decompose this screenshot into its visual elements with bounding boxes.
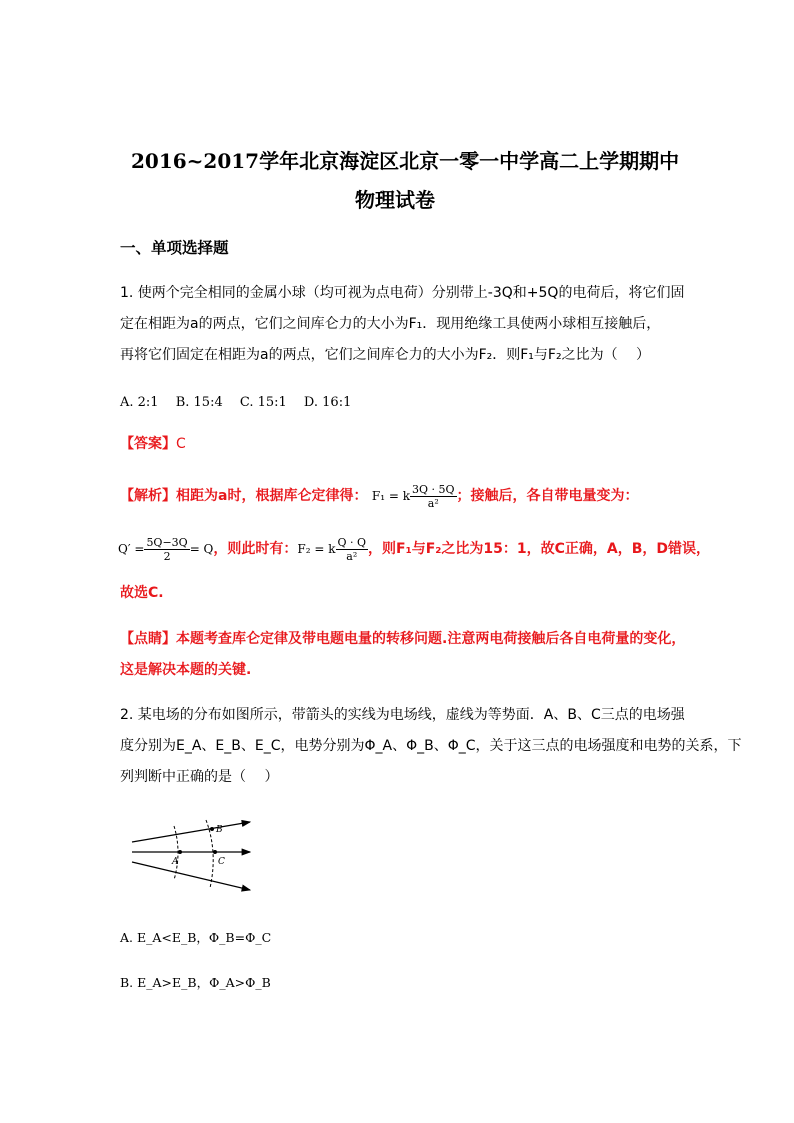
q1-analysis-line-3: 故选C. <box>120 585 164 601</box>
answer-value: C <box>176 436 186 452</box>
formula-coulomb-1 <box>371 483 457 510</box>
label-b: B <box>216 825 223 835</box>
q1-answer <box>120 433 186 453</box>
field-line-bottom <box>132 862 250 890</box>
formula3-lhs: F₂ = k <box>297 542 336 556</box>
q1-analysis-line-1 <box>120 483 639 510</box>
q1-text-line-2: 定在相距为a的两点，它们之间库仑力的大小为F₁．现用绝缘工具使两小球相互接触后， <box>120 316 661 332</box>
point-c <box>213 850 217 854</box>
formula1-fraction <box>410 483 457 510</box>
q1-tip-line-1 <box>120 628 685 648</box>
q2-text-line-3: 列判断中正确的是（ ） <box>120 769 279 785</box>
analysis-text-d: ，则F₁与F₂之比为15：1，故C正确，A，B，D错误， <box>368 541 711 557</box>
formula1-denominator: a² <box>427 497 439 510</box>
point-b <box>210 827 214 831</box>
field-line-top <box>132 822 250 842</box>
answer-label: 【答案】 <box>120 436 176 452</box>
formula2-numerator: 5Q−3Q <box>146 536 188 549</box>
q1-options: A. 2:1 B. 15:4 C. 15:1 D. 16:1 <box>120 395 352 410</box>
analysis-text-c: ，则此时有： <box>213 541 298 557</box>
point-a <box>178 850 182 854</box>
formula3-numerator: Q · Q <box>337 536 367 549</box>
formula2-denominator: 2 <box>163 550 171 563</box>
page-title: 2016~2017学年北京海淀区北京一零一中学高二上学期期中 <box>131 149 680 173</box>
q2-text-line-1: 2. 某电场的分布如图所示，带箭头的实线为电场线，虚线为等势面．A、B、C三点的电场强 <box>120 707 685 723</box>
analysis-text-a: 相距为a时，根据库仑定律得： <box>176 488 368 504</box>
tip-text-1: 本题考查库仑定律及带电题电量的转移问题.注意两电荷接触后各自电荷量的变化， <box>176 631 686 647</box>
q2-option-a: A. E_A<E_B，Φ_B=Φ_C <box>120 930 272 945</box>
analysis-text-b: ；接触后，各自带电量变为： <box>456 488 639 504</box>
electric-field-figure <box>126 816 254 896</box>
formula2-lhs: Q′ = <box>118 542 145 556</box>
q2-text-line-2: 度分别为E_A、E_B、E_C，电势分别为Φ_A、Φ_B、Φ_C，关于这三点的电场强度和电势的关系，下 <box>120 738 742 754</box>
formula2-rhs: = Q <box>189 542 214 556</box>
q1-analysis-line-2 <box>118 536 710 563</box>
label-c: C <box>218 857 225 867</box>
formula-charge <box>118 536 214 563</box>
formula-coulomb-2 <box>297 536 368 563</box>
formula1-numerator: 3Q · 5Q <box>412 483 455 496</box>
formula1-lhs: F₁ = k <box>371 489 410 503</box>
analysis-label: 【解析】 <box>120 488 176 504</box>
q1-text-line-3: 再将它们固定在相距为a的两点，它们之间库仑力的大小为F₂．则F₁与F₂之比为（ ） <box>120 347 651 363</box>
q2-option-b: B. E_A>E_B，Φ_A>Φ_B <box>120 975 271 990</box>
section-heading: 一、单项选择题 <box>120 239 229 257</box>
formula2-fraction <box>144 536 189 563</box>
tip-label: 【点睛】 <box>120 631 176 647</box>
q1-tip-line-2: 这是解决本题的关键. <box>120 662 252 678</box>
q1-text-line-1: 1. 使两个完全相同的金属小球（均可视为点电荷）分别带上-3Q和+5Q的电荷后，将它们固 <box>120 285 685 301</box>
page-subtitle: 物理试卷 <box>355 188 435 212</box>
label-a: A <box>172 857 179 867</box>
formula3-denominator: a² <box>346 550 358 563</box>
formula3-fraction <box>336 536 369 563</box>
